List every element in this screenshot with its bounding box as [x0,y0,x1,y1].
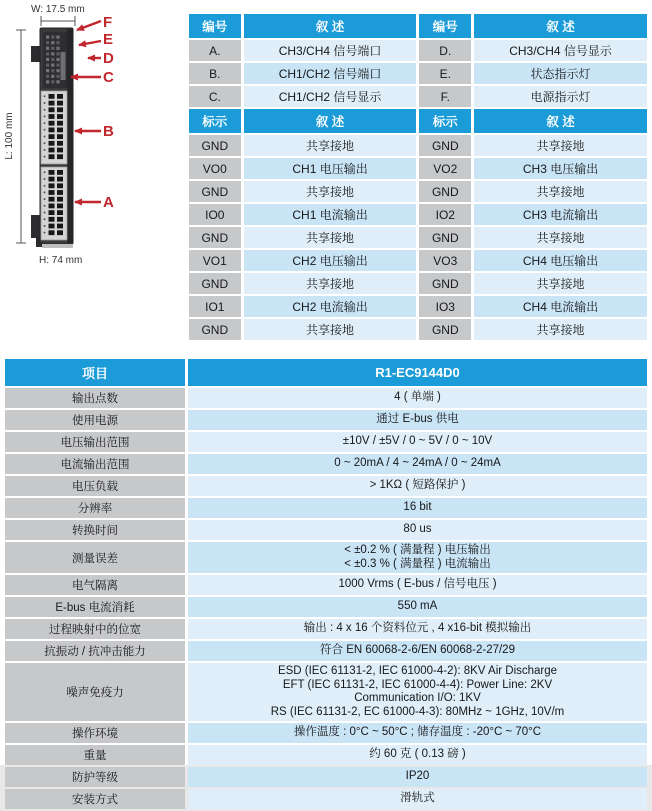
desc-cell: CH1/CH2 信号端口 [244,63,417,84]
pin-table [186,107,650,342]
spec-table-wrap [2,357,650,811]
label-cell: IO2 [419,204,471,225]
spec-value-cell [188,745,647,765]
callout-F [77,14,112,31]
label-cell: VO3 [419,250,471,271]
spec-value-line: > 1KΩ ( 短路保护 ) [369,479,466,492]
table-row [189,158,647,179]
spec-row [5,520,647,540]
desc-cell: CH2 电压输出 [244,250,417,271]
spec-value-cell [188,619,647,639]
label-cell: B. [189,63,241,84]
label-cell: IO3 [419,296,471,317]
label-cell: IO0 [189,204,241,225]
spec-item-cell: 防护等级 [5,767,185,787]
spec-item-cell: 抗振动 / 抗冲击能力 [5,641,185,661]
height-dimension-label: H: 74 mm [39,255,83,266]
spec-table [2,357,650,811]
spec-item-cell: 电压负载 [5,476,185,496]
desc-cell: 状态指示灯 [474,63,647,84]
spec-value-cell [188,767,647,787]
module-diagram-area [0,0,185,290]
label-cell: IO1 [189,296,241,317]
spec-row [5,410,647,430]
spec-value-line: 4 ( 单端 ) [394,391,441,404]
desc-cell: CH2 电流输出 [244,296,417,317]
callout-letter-A: A [103,194,114,211]
spec-row [5,454,647,474]
callout-letter-C: C [103,69,114,86]
callout-D [88,50,114,67]
spec-row [5,789,647,809]
spec-row [5,575,647,595]
spec-value-line: ±10V / ±5V / 0 ~ 5V / 0 ~ 10V [342,435,493,448]
desc-cell: CH3 电压输出 [474,158,647,179]
desc-cell: 共享接地 [244,273,417,294]
led-grid [46,36,60,84]
callout-E [79,31,113,48]
table-row [189,63,647,84]
spec-row [5,388,647,408]
spec-value-line: 550 mA [397,600,438,613]
header-row [5,359,647,386]
table-row [189,135,647,156]
column-header-id: 编号 [189,14,241,38]
spec-item-cell: 输出点数 [5,388,185,408]
spec-value-cell [188,454,647,474]
spec-item-cell: 使用电源 [5,410,185,430]
spec-item-cell: 过程映射中的位宽 [5,619,185,639]
table-row [189,319,647,340]
column-header-desc: 叙 述 [244,14,417,38]
spec-value-cell [188,575,647,595]
label-cell: VO2 [419,158,471,179]
label-cell: GND [189,227,241,248]
label-cell: VO1 [189,250,241,271]
callout-table-wrap [186,12,650,109]
table-row [189,86,647,107]
desc-cell: CH1 电流输出 [244,204,417,225]
label-cell: GND [419,181,471,202]
spec-item-cell: 操作环境 [5,723,185,743]
width-dimension-line [41,16,75,26]
spec-item-cell: 电流输出范围 [5,454,185,474]
spec-item-cell: 分辨率 [5,498,185,518]
label-cell: E. [419,63,471,84]
spec-value-cell [188,410,647,430]
callout-C [71,69,114,86]
label-cell: A. [189,40,241,61]
desc-cell: CH3/CH4 信号显示 [474,40,647,61]
callout-A [75,194,114,211]
spec-value-line: < ±0.2 % ( 满量程 ) 电压输出 [344,544,491,556]
desc-cell: CH1 电压输出 [244,158,417,179]
desc-cell: 共享接地 [474,181,647,202]
spec-value-line: IP20 [405,770,430,783]
spec-value-cell [188,723,647,743]
table-row [189,250,647,271]
desc-cell: 共享接地 [474,319,647,340]
label-cell: GND [189,273,241,294]
spec-value-cell [188,789,647,809]
spec-value-cell [188,663,647,721]
width-dimension-label: W: 17.5 mm [31,4,85,15]
column-header-desc: 叙 述 [244,109,417,133]
label-cell: C. [189,86,241,107]
table-row [189,204,647,225]
callout-letter-D: D [103,50,114,67]
spec-value-line: 符合 EN 60068-2-6/EN 60068-2-27/29 [320,644,515,657]
spec-column-header-model: R1-EC9144D0 [188,359,647,386]
spec-row [5,745,647,765]
spec-value-cell [188,498,647,518]
desc-cell: CH4 电流输出 [474,296,647,317]
terminal-block-lower [41,167,67,240]
desc-cell: 共享接地 [474,135,647,156]
spec-value-line: EFT (IEC 61131-2, IEC 61000-4-4): Power Line: 2KV [282,678,553,691]
led-panel [43,32,67,88]
pin-table-wrap [186,107,650,342]
callout-letter-F: F [103,14,113,31]
spec-value-line: 16 bit [403,501,432,514]
spec-item-cell: 安装方式 [5,789,185,809]
spec-value-cell [188,542,647,573]
label-cell: GND [419,227,471,248]
spec-row [5,476,647,496]
spec-item-cell: 测量误差 [5,542,185,573]
callout-letter-B: B [103,123,114,140]
header-row [189,14,647,38]
spec-value-line: Communication I/O: 1KV [354,692,481,704]
desc-cell: 共享接地 [244,319,417,340]
spec-item-cell: 电压输出范围 [5,432,185,452]
desc-cell: 共享接地 [244,135,417,156]
spec-value-line: 80 us [403,523,432,536]
spec-row [5,597,647,617]
spec-item-cell: 噪声免疫力 [5,663,185,721]
column-header-desc: 叙 述 [474,14,647,38]
desc-cell: CH3/CH4 信号端口 [244,40,417,61]
column-header-desc: 叙 述 [474,109,647,133]
desc-cell: 共享接地 [474,273,647,294]
spec-value-cell [188,520,647,540]
label-cell: VO0 [189,158,241,179]
spec-item-cell: 重量 [5,745,185,765]
spec-row [5,663,647,721]
table-row [189,227,647,248]
length-dimension-label: L: 100 mm [4,112,15,160]
column-header-id: 编号 [419,14,471,38]
desc-cell: 共享接地 [474,227,647,248]
spec-value-line: < ±0.3 % ( 满量程 ) 电流输出 [344,557,491,570]
spec-value-cell [188,476,647,496]
callout-B [75,123,114,140]
label-cell: GND [189,319,241,340]
spec-value-line: 操作温度 : 0°C ~ 50°C ; 储存温度 : -20°C ~ 70°C [293,726,542,739]
label-cell: GND [189,181,241,202]
module-diagram [0,0,185,290]
callout-letter-E: E [103,31,114,48]
spec-value-line: 0 ~ 20mA / 4 ~ 24mA / 0 ~ 24mA [334,457,501,470]
desc-cell: 共享接地 [244,227,417,248]
spec-value-line: ESD (IEC 61131-2, IEC 61000-4-2): 8KV Air Discharge [277,665,558,677]
spec-item-cell: E-bus 电流消耗 [5,597,185,617]
desc-cell: CH1/CH2 信号显示 [244,86,417,107]
spec-item-cell: 电气隔离 [5,575,185,595]
header-row [189,109,647,133]
spec-row [5,723,647,743]
callout-table [186,12,650,109]
spec-row [5,542,647,573]
table-row [189,296,647,317]
table-row [189,40,647,61]
terminal-block-upper [41,91,67,164]
spec-row [5,641,647,661]
label-cell: GND [419,135,471,156]
desc-cell: CH4 电压输出 [474,250,647,271]
spec-value-line: 通过 E-bus 供电 [376,413,459,426]
spec-row [5,498,647,518]
spec-value-line: 1000 Vrms ( E-bus / 信号电压 ) [338,578,497,591]
desc-cell: 共享接地 [244,181,417,202]
spec-row [5,432,647,452]
spec-row [5,619,647,639]
spec-value-cell [188,597,647,617]
spec-value-cell [188,641,647,661]
spec-value-line: 滑轨式 [400,792,435,805]
spec-column-header-item: 项目 [5,359,185,386]
table-row [189,181,647,202]
column-header-mark: 标示 [419,109,471,133]
length-dimension-line [16,30,26,243]
spec-value-cell [188,388,647,408]
label-cell: GND [189,135,241,156]
spec-value-line: 输出 : 4 x 16 个资料位元 , 4 x16-bit 模拟输出 [303,622,532,635]
desc-cell: 电源指示灯 [474,86,647,107]
spec-row [5,767,647,787]
spec-value-line: 约 60 克 ( 0.13 磅 ) [369,748,466,761]
spec-value-line: RS (IEC 61131-2, EC 61000-4-3): 80MHz ~ 1GHz, 10V/m [270,705,565,718]
column-header-mark: 标示 [189,109,241,133]
spec-item-cell: 转换时间 [5,520,185,540]
desc-cell: CH3 电流输出 [474,204,647,225]
table-row [189,273,647,294]
spec-value-cell [188,432,647,452]
label-cell: F. [419,86,471,107]
label-cell: GND [419,273,471,294]
label-cell: D. [419,40,471,61]
label-cell: GND [419,319,471,340]
